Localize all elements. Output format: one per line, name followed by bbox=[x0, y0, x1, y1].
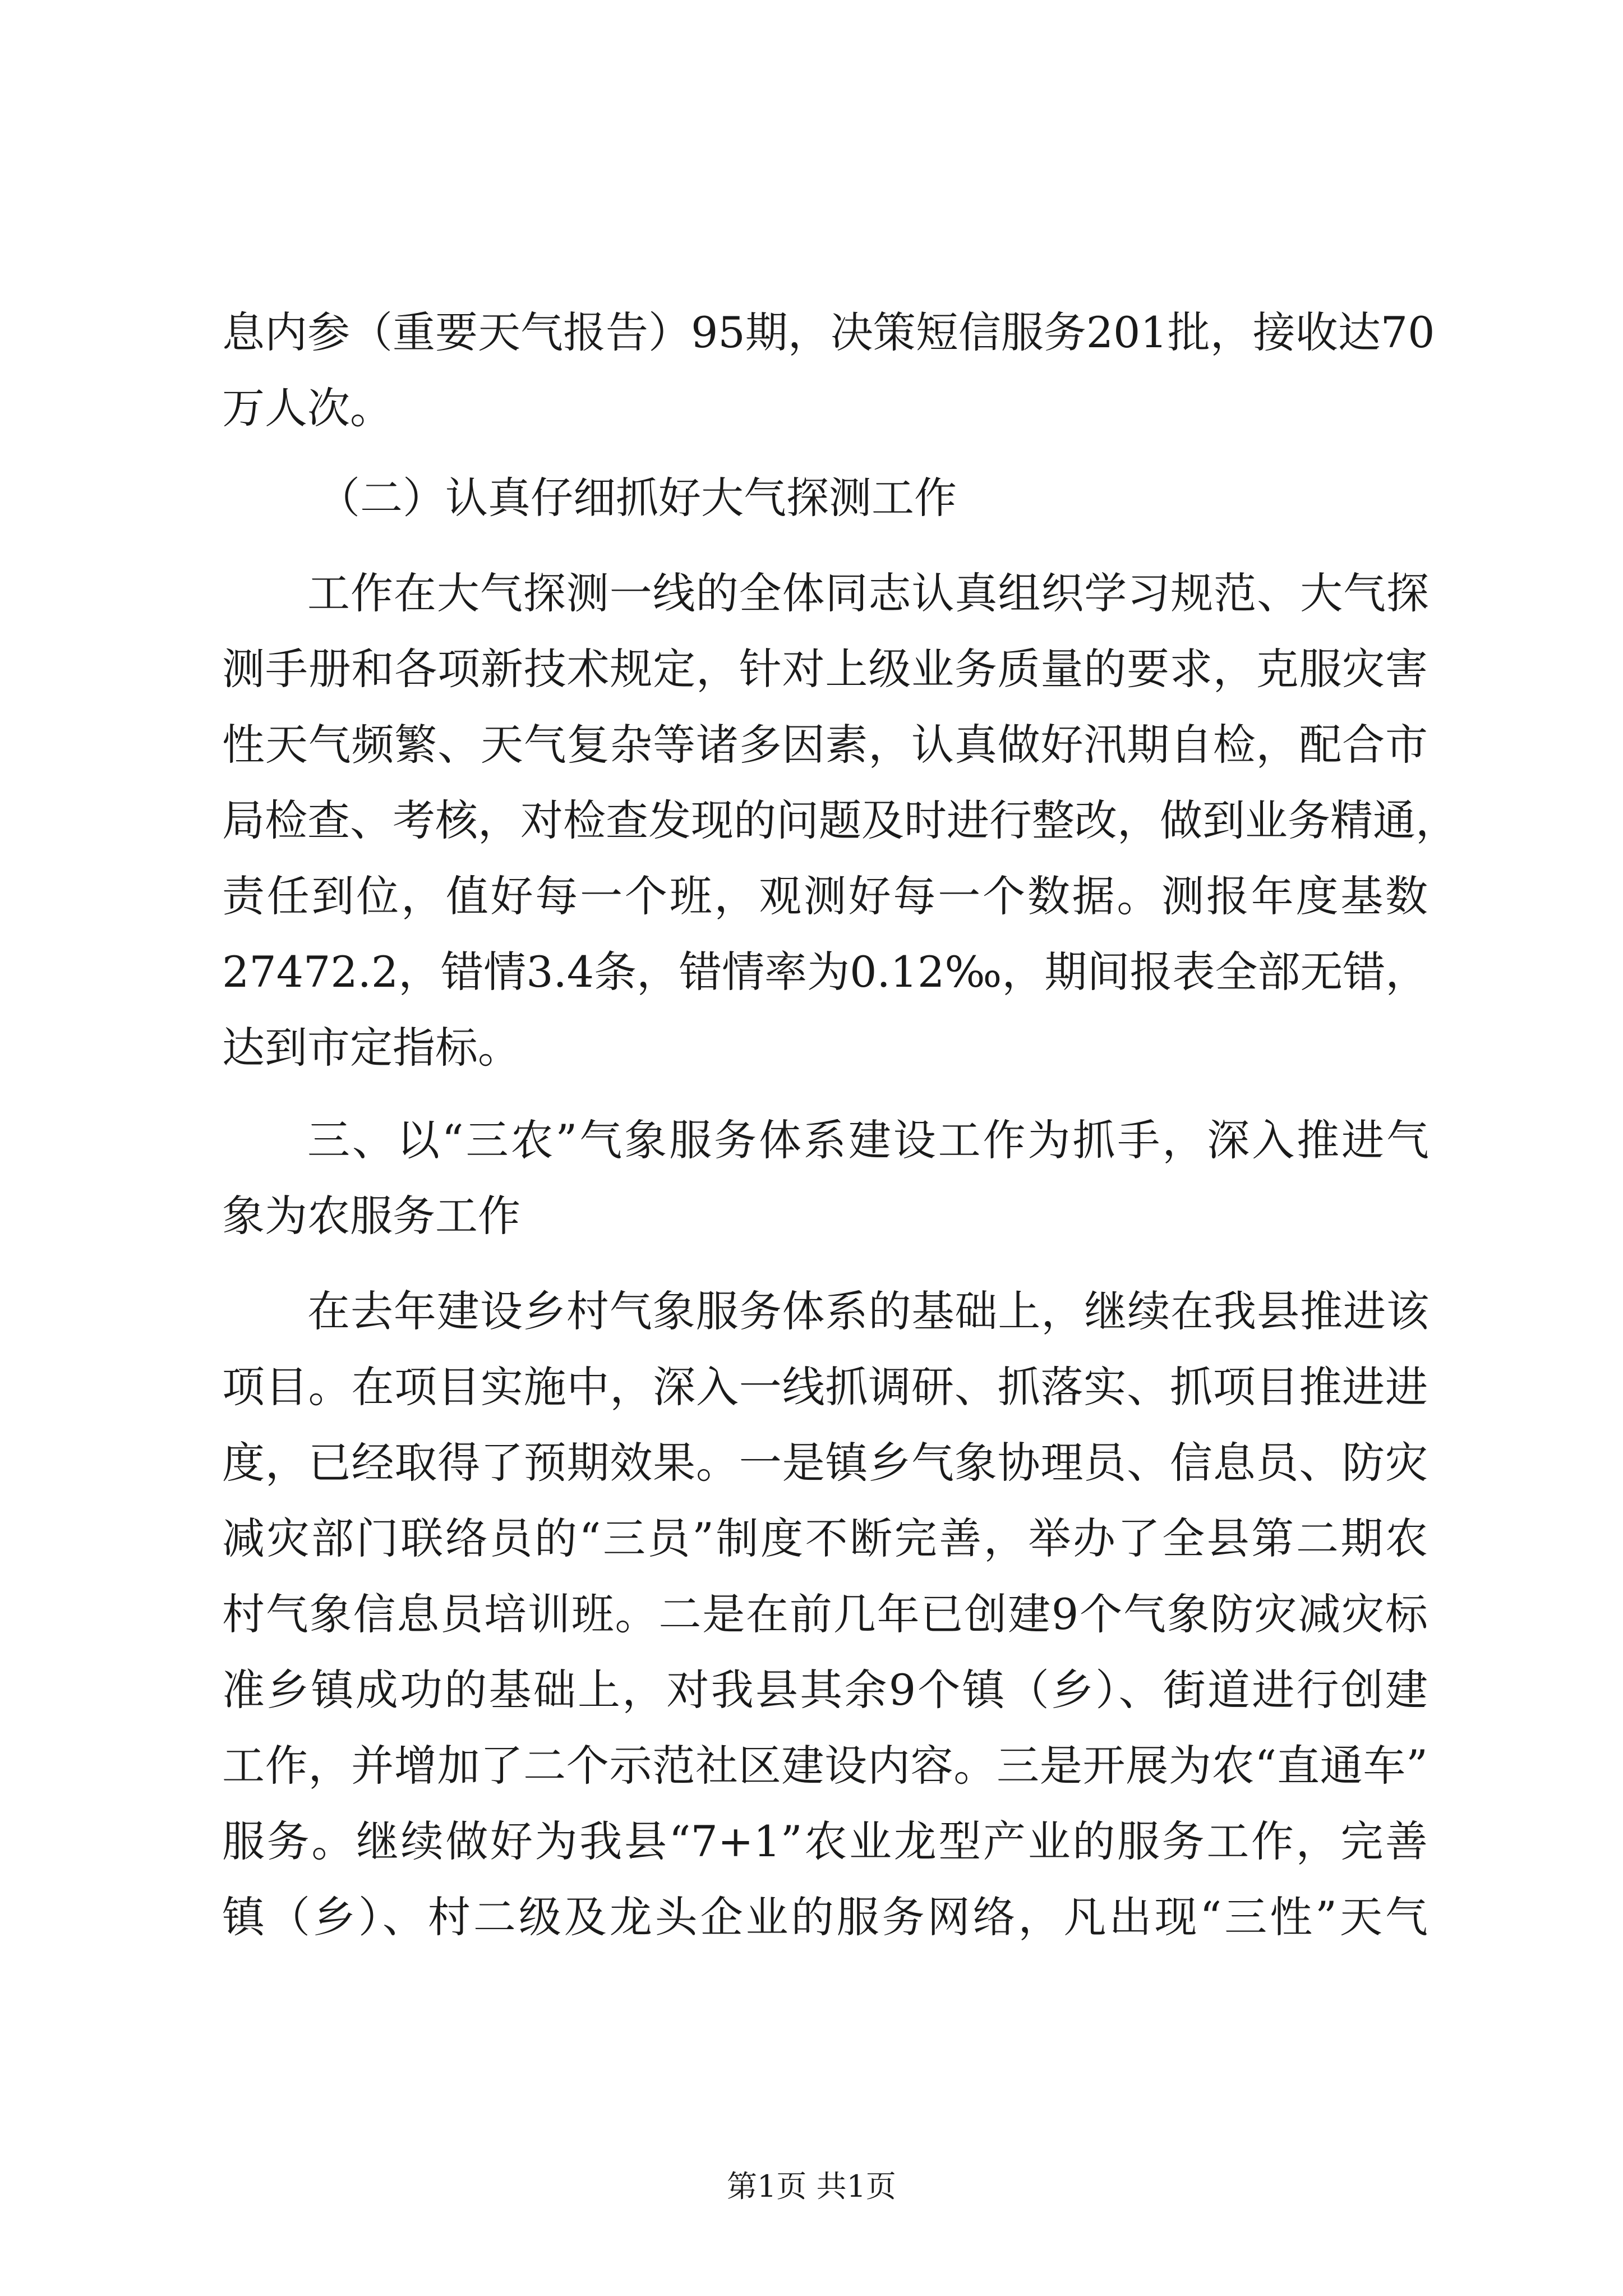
paragraph-line: 责任到位，值好每一个班，观测好每一个数据。测报年度基数 bbox=[222, 871, 1428, 921]
paragraph-line: 工作在大气探测一线的全体同志认真组织学习规范、大气探 bbox=[307, 568, 1429, 618]
paragraph-line: 减灾部门联络员的“三员”制度不断完善，举办了全县第二期农 bbox=[222, 1513, 1428, 1563]
section-heading: （二）认真仔细抓好大气探测工作 bbox=[317, 473, 957, 523]
paragraph-line: 服务。继续做好为我县“7+1”农业龙型产业的服务工作，完善 bbox=[222, 1816, 1428, 1866]
paragraph-line: 度，已经取得了预期效果。一是镇乡气象协理员、信息员、防灾 bbox=[222, 1438, 1428, 1488]
paragraph-line: 测手册和各项新技术规定，针对上级业务质量的要求，克服灾害 bbox=[222, 644, 1428, 694]
page-footer: 第1页 共1页 bbox=[727, 2169, 896, 2204]
paragraph-line: 准乡镇成功的基础上，对我县其余9个镇（乡）、街道进行创建 bbox=[222, 1665, 1428, 1715]
paragraph-line: 项目。在项目实施中，深入一线抓调研、抓落实、抓项目推进进 bbox=[222, 1362, 1428, 1412]
paragraph-line: 27472.2，错情3.4条，错情率为0.12‰，期间报表全部无错， bbox=[222, 947, 1428, 997]
paragraph-line: 在去年建设乡村气象服务体系的基础上，继续在我县推进该 bbox=[307, 1286, 1429, 1336]
paragraph-line: 达到市定指标。 bbox=[222, 1023, 520, 1073]
paragraph-line: 万人次。 bbox=[222, 383, 393, 433]
paragraph-line: 局检查、考核，对检查发现的问题及时进行整改，做到业务精通， bbox=[222, 795, 1458, 845]
paragraph-line: 息内参（重要天气报告）95期，决策短信服务201批，接收达70 bbox=[222, 307, 1435, 357]
section-heading: 三、以“三农”气象服务体系建设工作为抓手，深入推进气 bbox=[307, 1115, 1429, 1165]
paragraph-line: 村气象信息员培训班。二是在前几年已创建9个气象防灾减灾标 bbox=[222, 1589, 1428, 1639]
section-heading: 象为农服务工作 bbox=[222, 1191, 520, 1241]
paragraph-line: 性天气频繁、天气复杂等诸多因素，认真做好汛期自检，配合市 bbox=[222, 720, 1428, 770]
paragraph-line: 镇（乡）、村二级及龙头企业的服务网络，凡出现“三性”天气 bbox=[222, 1892, 1428, 1942]
paragraph-line: 工作，并增加了二个示范社区建设内容。三是开展为农“直通车” bbox=[222, 1741, 1428, 1791]
